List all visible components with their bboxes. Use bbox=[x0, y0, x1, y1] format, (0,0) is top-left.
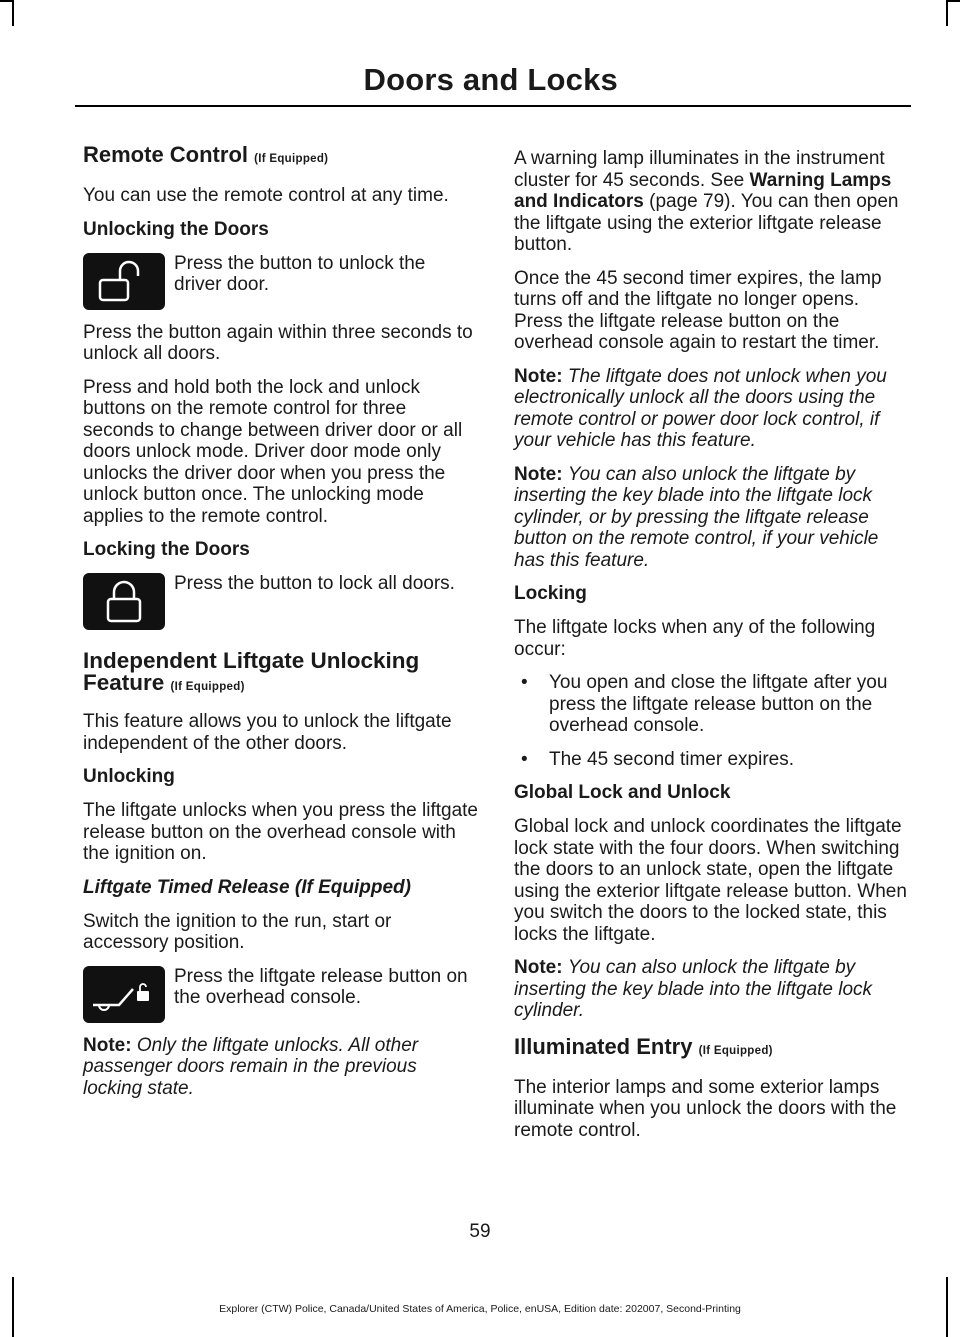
list-item: • You open and close the liftgate after you press the liftgate release button on the overhead console. bbox=[514, 672, 909, 737]
paragraph: The liftgate locks when any of the following occur: bbox=[514, 617, 876, 660]
note: Note: The liftgate does not unlock when you electronically unlock all the doors using the remote control or power door lock control, if your vehicle has this feature. bbox=[514, 365, 887, 451]
paragraph: Press the button to lock all doors. bbox=[174, 573, 455, 594]
page-title: Doors and Locks bbox=[363, 62, 618, 97]
unlock-padlock-icon bbox=[83, 253, 165, 310]
lock-padlock-icon bbox=[83, 573, 165, 630]
bullet-list bbox=[514, 672, 909, 770]
subheading-locking: Locking bbox=[514, 583, 587, 604]
right-column bbox=[514, 148, 909, 1153]
note: Note: Only the liftgate unlocks. All other passenger doors remain in the previous locking state. bbox=[83, 1034, 419, 1099]
liftgate-release-icon bbox=[83, 966, 165, 1023]
paragraph: Once the 45 second timer expires, the lamp turns off and the liftgate no longer opens. Press the liftgate release button on the overhead console again to restart the timer. bbox=[514, 267, 882, 353]
cross-reference-link[interactable]: Warning Lamps and Indicators bbox=[514, 169, 892, 212]
paragraph: You can use the remote control at any time. bbox=[83, 185, 449, 206]
page-number: 59 bbox=[469, 1221, 491, 1242]
footer-text: Explorer (CTW) Police, Canada/United States of America, Police, enUSA, Edition date: 202007, Second-Printing bbox=[219, 1303, 741, 1315]
section-heading-remote-control: Remote Control (If Equipped) bbox=[83, 142, 329, 167]
unlock-instruction bbox=[83, 253, 478, 310]
subheading-unlocking-doors: Unlocking the Doors bbox=[83, 218, 269, 240]
paragraph: Press the liftgate release button on the overhead console. bbox=[174, 965, 468, 1008]
paragraph: A warning lamp illuminates in the instrument cluster for 45 seconds. See Warning Lamps and Indicators (page 79). You can then open the liftgate using the exterior liftgate release button. bbox=[514, 148, 899, 255]
crop-mark bbox=[946, 0, 948, 26]
paragraph: Press the button to unlock the driver door. bbox=[174, 252, 426, 295]
note: Note: You can also unlock the liftgate by inserting the key blade into the liftgate lock cylinder. bbox=[514, 957, 873, 1021]
crop-mark bbox=[0, 0, 12, 2]
note: Note: You can also unlock the liftgate by inserting the key blade into the liftgate lock cylinder, or by pressing the liftgate release button on the remote control, if your vehicle has this feature. bbox=[514, 463, 879, 571]
section-heading-independent-liftgate: Independent Liftgate Unlocking Feature (If Equipped) bbox=[83, 648, 420, 695]
if-equipped-qualifier: (If Equipped) bbox=[254, 153, 329, 165]
paragraph: Switch the ignition to the run, start or accessory position. bbox=[83, 910, 392, 953]
if-equipped-qualifier: (If Equipped) bbox=[170, 681, 245, 693]
paragraph: This feature allows you to unlock the liftgate independent of the other doors. bbox=[83, 711, 452, 754]
subheading-locking-doors: Locking the Doors bbox=[83, 539, 250, 560]
paragraph: Press the button again within three seconds to unlock all doors. bbox=[83, 321, 473, 364]
crop-mark bbox=[12, 0, 14, 26]
crop-mark bbox=[948, 0, 960, 2]
paragraph: The liftgate unlocks when you press the liftgate release button on the overhead console with the ignition on. bbox=[83, 800, 479, 864]
paragraph: Press and hold both the lock and unlock buttons on the remote control for three seconds to change between driver door or all doors unlock mode. Driver door mode only unlocks the driver door when you press the unlock button once. The unlocking mode applies to the remote control. bbox=[83, 376, 463, 527]
paragraph: The interior lamps and some exterior lamps illuminate when you unlock the doors with the remote control. bbox=[514, 1076, 897, 1141]
subheading-unlocking: Unlocking bbox=[83, 766, 175, 787]
section-heading-illuminated-entry: Illuminated Entry (If Equipped) bbox=[514, 1033, 773, 1059]
paragraph: Global lock and unlock coordinates the liftgate lock state with the four doors. When switching the doors to an unlock state, open the liftgate using the exterior liftgate release button. When you switch the doors to the locked state, this locks the liftgate. bbox=[514, 816, 907, 945]
left-column bbox=[83, 142, 478, 1111]
subheading-timed-release: Liftgate Timed Release (If Equipped) bbox=[83, 876, 411, 898]
liftgate-instruction bbox=[83, 966, 478, 1023]
list-item: • The 45 second timer expires. bbox=[514, 749, 909, 771]
lock-instruction bbox=[83, 573, 478, 630]
subheading-global-lock: Global Lock and Unlock bbox=[514, 782, 731, 803]
header-divider bbox=[75, 105, 911, 107]
if-equipped-qualifier: (If Equipped) bbox=[698, 1044, 773, 1057]
